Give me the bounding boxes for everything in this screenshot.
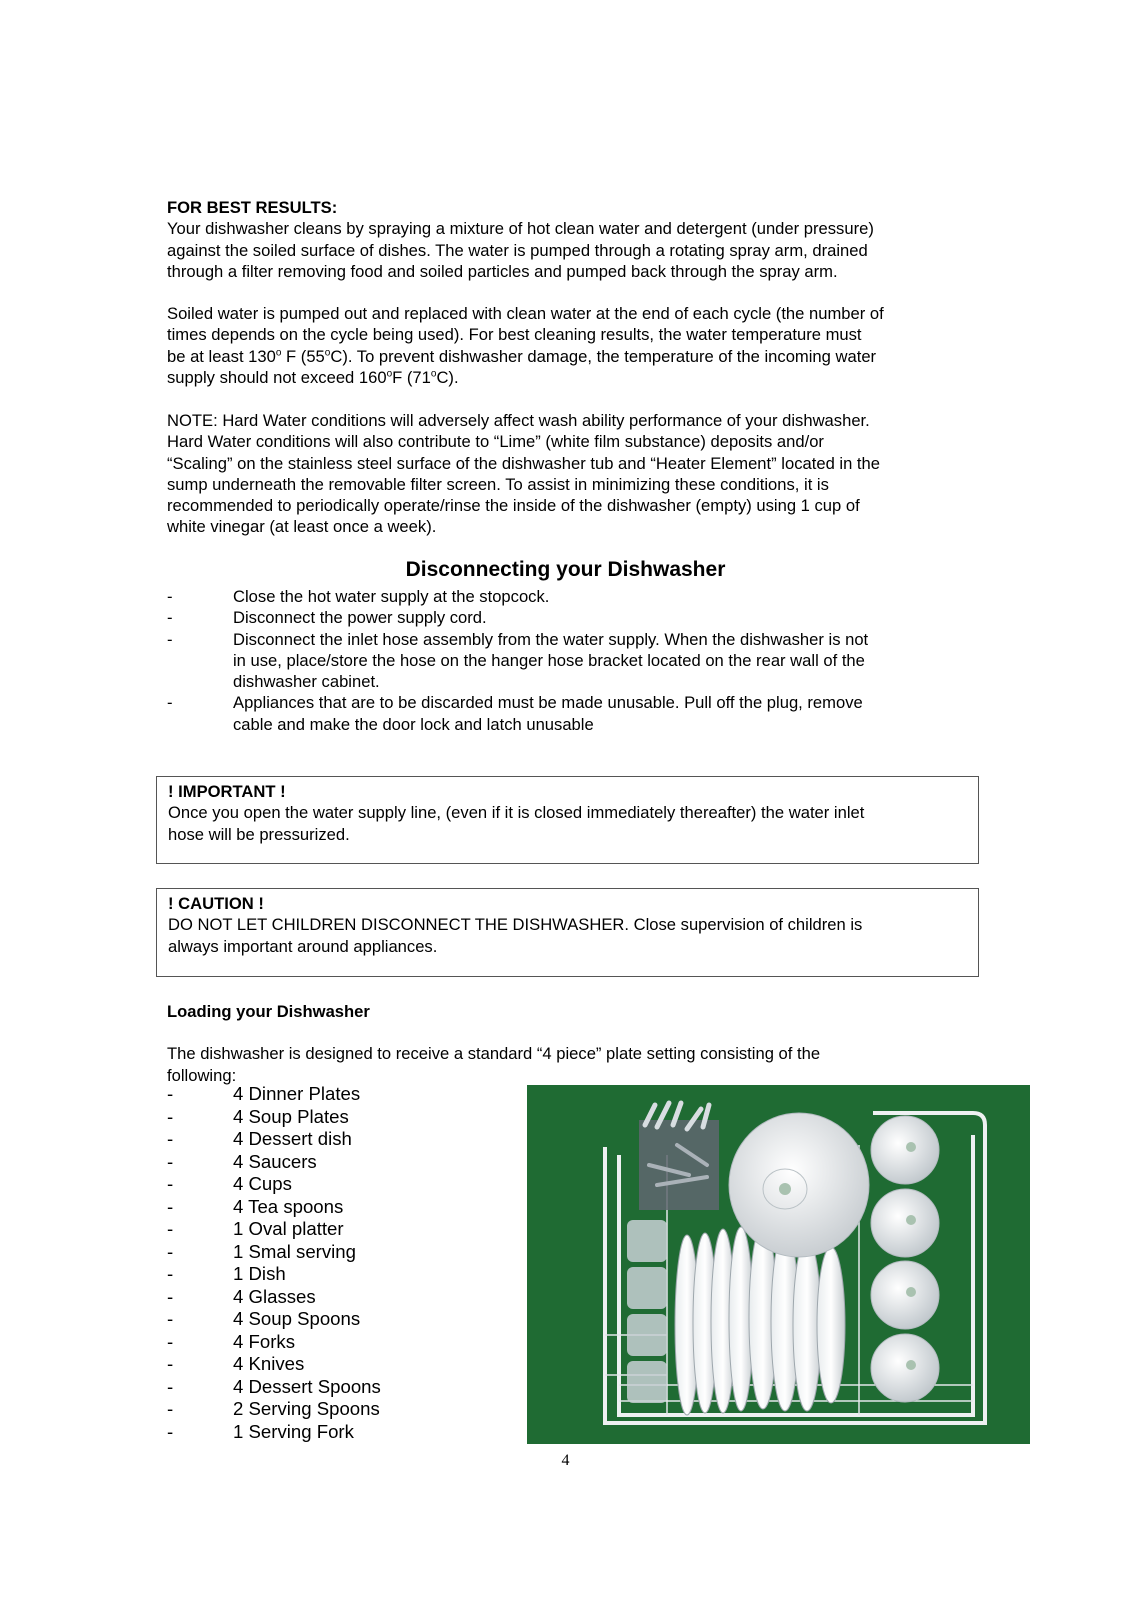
list-item: - Close the hot water supply at the stopcock. (167, 587, 550, 606)
loading-section (167, 1001, 987, 1086)
para2-line3: be at least 130$^o$ F (55$^o$C). To prevent dishwasher damage, the temperature of the incoming water (167, 346, 877, 366)
list-item: - 1 Oval platter (167, 1218, 344, 1239)
list-item: - 4 Dinner Plates (167, 1083, 361, 1104)
disconnecting-title: Disconnecting your Dishwasher (405, 558, 726, 581)
list-item: - 4 Cups (167, 1173, 292, 1194)
soiled-water-paragraph (167, 303, 987, 388)
place-setting-list (167, 1083, 381, 1443)
caution-line2: always important around appliances. (168, 936, 438, 956)
list-item: - 4 Dessert Spoons (167, 1375, 381, 1397)
loading-intro-line1: The dishwasher is designed to receive a standard “4 piece” plate setting consisting of the (167, 1044, 821, 1064)
note-line6: white vinegar (at least once a week). (167, 517, 437, 537)
list-item: - 4 Soup Plates (167, 1105, 349, 1127)
rack-illustration (527, 1085, 1030, 1444)
important-heading: ! IMPORTANT ! (168, 782, 286, 801)
list-item: - 4 Tea spoons (167, 1195, 344, 1217)
best-results-para1-line3: through a filter removing food and soiled particles and pumped back through the spray arm. (167, 261, 838, 281)
note-line3: “Scaling” on the stainless steel surface of the dishwasher tub and “Heater Element” located in the (167, 453, 880, 473)
para2-line2: times depends on the cycle being used). For best cleaning results, the water temperature must (167, 325, 862, 345)
loading-heading: Loading your Dishwasher (167, 1002, 370, 1021)
loading-intro-line2: following: (167, 1065, 237, 1085)
list-item: - 1 Smal serving (167, 1240, 356, 1262)
important-line1: Once you open the water supply line, (even if it is closed immediately thereafter) the water inlet (168, 803, 865, 823)
disconnecting-steps (167, 586, 967, 735)
list-item: - 1 Serving Fork (167, 1420, 354, 1442)
note-paragraph (167, 410, 987, 538)
note-line2: Hard Water conditions will also contribute to “Lime” (white film substance) deposits and/or (167, 432, 824, 452)
list-item: - 4 Forks (167, 1330, 295, 1352)
list-item: - 4 Soup Spoons (167, 1308, 361, 1329)
page-number: 4 (561, 1452, 570, 1469)
list-item: - 4 Knives (167, 1353, 305, 1374)
cutlery-basket (639, 1103, 719, 1210)
list-item: - 4 Saucers (167, 1150, 317, 1172)
list-item: - 1 Dish (167, 1263, 286, 1284)
list-item: - Appliances that are to be discarded must be made unusable. Pull off the plug, remove cable and make the door lock and latch unusable (167, 693, 863, 734)
best-results-section (167, 197, 987, 282)
best-results-heading: FOR BEST RESULTS: (167, 198, 338, 217)
para2-line4: supply should not exceed 160$^o$F (71$^o$C). (167, 367, 459, 387)
caution-heading: ! CAUTION ! (168, 894, 264, 913)
note-line4: sump underneath the removable filter screen. To assist in minimizing these conditions, it is (167, 474, 829, 494)
caution-line1: DO NOT LET CHILDREN DISCONNECT THE DISHWASHER. Close supervision of children is (168, 915, 863, 935)
list-item: - 4 Dessert dish (167, 1128, 352, 1149)
list-item: - 4 Glasses (167, 1285, 316, 1307)
list-item: - Disconnect the power supply cord. (167, 608, 487, 628)
important-box (156, 776, 979, 864)
important-line2: hose will be pressurized. (168, 824, 350, 844)
note-line1: NOTE: Hard Water conditions will adversely affect wash ability performance of your dishwasher. (167, 411, 870, 430)
glasses (627, 1220, 667, 1403)
best-results-para1-line2: against the soiled surface of dishes. The water is pumped through a rotating spray arm, drained (167, 240, 868, 260)
para2-line1: Soiled water is pumped out and replaced with clean water at the end of each cycle (the number of (167, 304, 884, 323)
note-line5: recommended to periodically operate/rinse the inside of the dishwasher (empty) using 1 cup of (167, 496, 860, 516)
loaded-rack-photo (527, 1085, 1030, 1444)
serving-bowl (729, 1113, 869, 1257)
list-item: - 2 Serving Spoons (167, 1398, 380, 1419)
best-results-para1-line1: Your dishwasher cleans by spraying a mixture of hot clean water and detergent (under pressure) (167, 219, 874, 239)
list-item: - Disconnect the inlet hose assembly from the water supply. When the dishwasher is not in use, place/store the hose on the hanger hose bracket located on the rear wall of the dishwasher cabinet. (167, 629, 869, 692)
caution-box (156, 888, 979, 977)
cups (871, 1116, 939, 1402)
